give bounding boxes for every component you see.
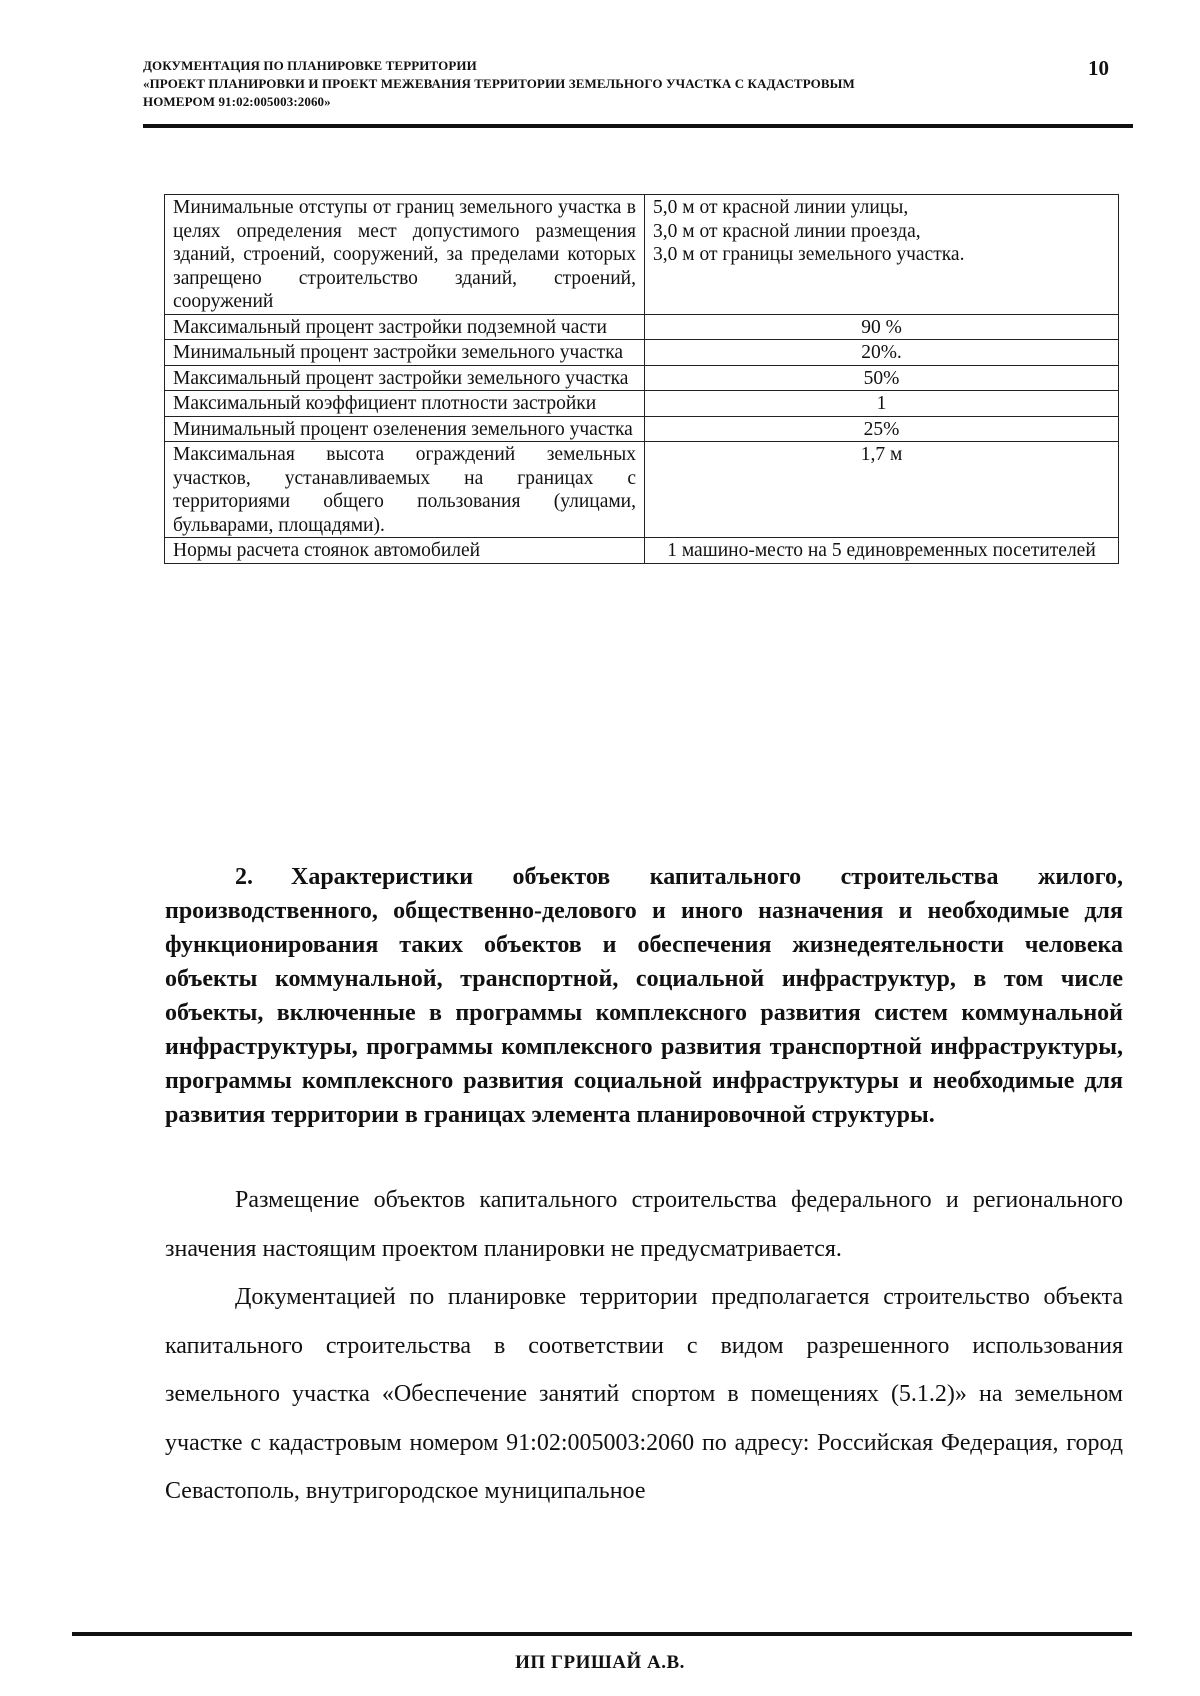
header-line-2: «ПРОЕКТ ПЛАНИРОВКИ И ПРОЕКТ МЕЖЕВАНИЯ ТЕРРИТОРИИ ЗЕМЕЛЬНОГО УЧАСТКА С КАДАСТРОВЫМ — [143, 76, 855, 91]
row-label: Максимальный процент застройки земельного участка — [165, 365, 645, 391]
row-value: 20%. — [645, 340, 1119, 366]
row-value: 1 машино-место на 5 единовременных посетителей — [645, 538, 1119, 564]
row-label: Максимальный процент застройки подземной части — [165, 314, 645, 340]
parameters-table — [164, 194, 1119, 564]
row-label: Нормы расчета стоянок автомобилей — [165, 538, 645, 564]
header-line-3: НОМЕРОМ 91:02:005003:2060» — [143, 94, 331, 109]
value-line: 3,0 м от красной линии проезда, — [653, 220, 921, 242]
table-row — [165, 442, 1119, 538]
document-header — [143, 57, 1043, 111]
paragraph — [165, 1176, 1123, 1273]
table-row — [165, 314, 1119, 340]
value-line: 5,0 м от красной линии улицы, — [653, 197, 909, 218]
footer-divider — [72, 1632, 1132, 1636]
row-label: Максимальная высота ограждений земельных участков, устанавливаемых на границах с территориями общего пользования (улицами, бульварами, площадями). — [165, 442, 645, 538]
table-row — [165, 416, 1119, 442]
header-line-1: ДОКУМЕНТАЦИЯ ПО ПЛАНИРОВКЕ ТЕРРИТОРИИ — [143, 58, 477, 73]
section-heading — [165, 860, 1123, 1132]
section-title: Характеристики объектов капитального строительства жилого, производственного, общественно-делового и иного назначения и необходимые для функционирования таких объектов и обеспечения жизнедеятельности человека объекты коммунальной, транспортной, социальной инфраструктур, в том числе объекты, включенные в программы комплексного развития систем коммунальной инфраструктуры, программы комплексного развития транспортной инфраструктуры, программы комплексного развития социальной инфраструктуры и необходимые для развития территории в границах элемента планировочной структуры. — [165, 864, 1123, 1128]
table-row — [165, 391, 1119, 417]
paragraph-text: Документацией по планировке территории предполагается строительство объекта капитального строительства в соответствии с видом разрешенного использования земельного участка «Обеспечение занятий спортом в помещениях (5.1.2)» на земельном участке с кадастровым номером 91:02:005003:2060 по адресу: Российская Федерация, город Севастополь, внутригородское муниципальное — [165, 1284, 1123, 1504]
row-value: 25% — [645, 416, 1119, 442]
table-row — [165, 538, 1119, 564]
row-value: 90 % — [645, 314, 1119, 340]
footer-author: ИП ГРИШАЙ А.В. — [515, 1652, 685, 1673]
table-row — [165, 195, 1119, 315]
page-number: 10 — [1088, 56, 1109, 80]
row-label: Максимальный коэффициент плотности застройки — [165, 391, 645, 417]
section-number: 2. — [235, 864, 253, 890]
row-value: 1 — [645, 391, 1119, 417]
row-value: 1,7 м — [645, 442, 1119, 538]
table-row — [165, 340, 1119, 366]
value-line: 3,0 м от границы земельного участка. — [653, 244, 965, 265]
table-row — [165, 365, 1119, 391]
row-label: Минимальный процент застройки земельного участка — [165, 340, 645, 366]
row-label: Минимальный процент озеленения земельного участка — [165, 416, 645, 442]
row-value — [645, 195, 1119, 315]
paragraph — [165, 1273, 1123, 1516]
paragraph-text: Размещение объектов капитального строительства федерального и регионального значения настоящим проектом планировки не предусматривается. — [165, 1187, 1123, 1262]
row-value: 50% — [645, 365, 1119, 391]
header-divider — [143, 124, 1133, 128]
row-label: Минимальные отступы от границ земельного участка в целях определения мест допустимого размещения зданий, строений, сооружений, за пределами которых запрещено строительство зданий, строений, сооружений — [165, 195, 645, 315]
